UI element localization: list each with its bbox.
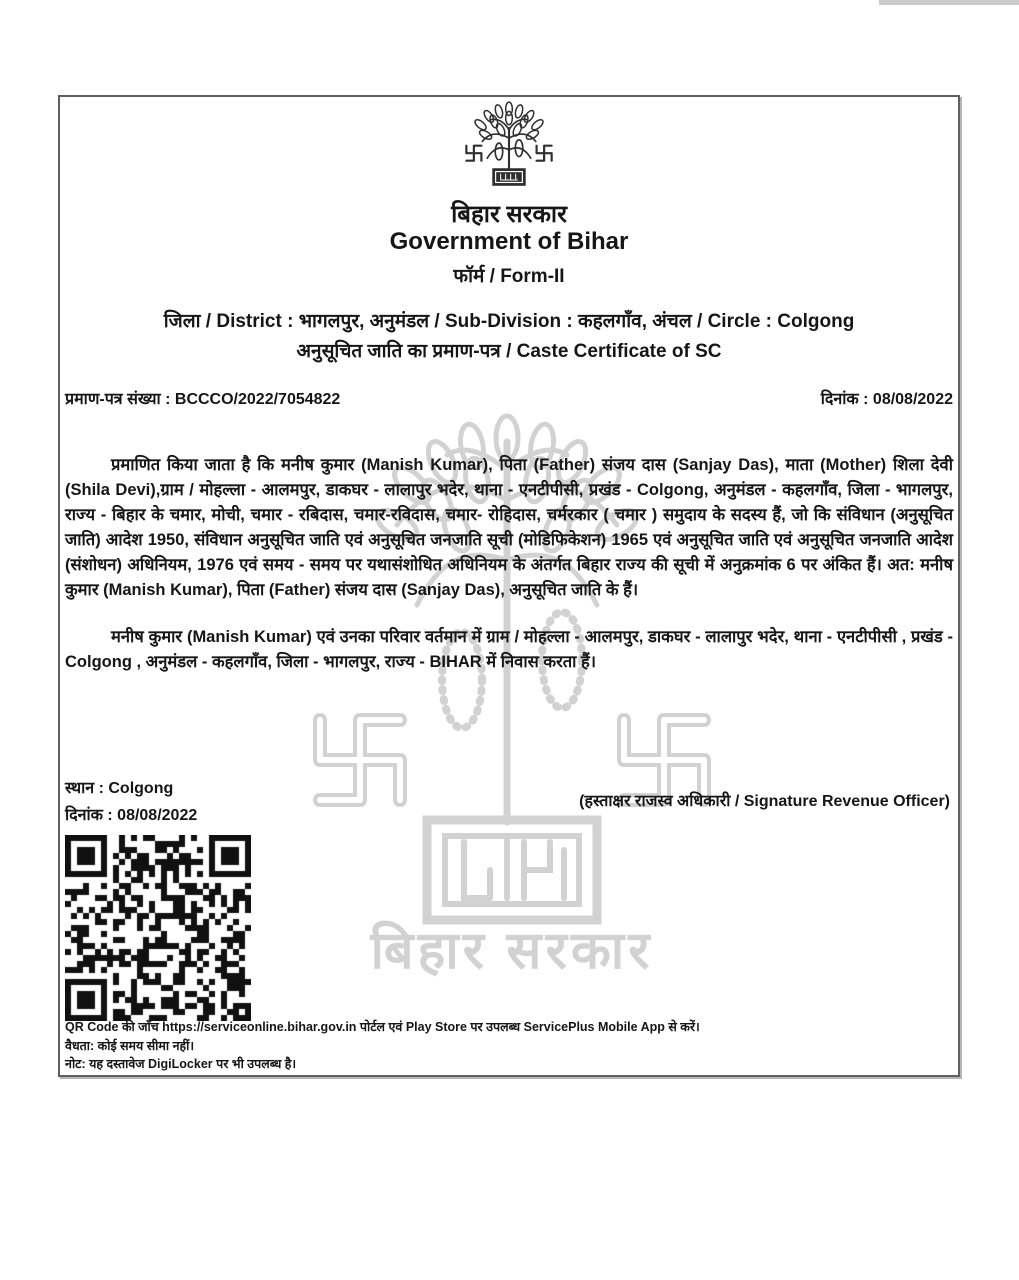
qr-code: [65, 835, 251, 1021]
certificate-content: [60, 97, 958, 1075]
header-emblem: [60, 103, 958, 200]
issue-place: स्थान : Colgong: [65, 780, 174, 797]
footer-note-validity: वैधता: कोई समय सीमा नहीं।: [65, 1038, 195, 1053]
body-paragraph-1: प्रमाणित किया जाता है कि मनीष कुमार (Manish Kumar), पिता (Father) संजय दास (Sanjay Das), माता (Mother) शिला देवी (Shila Devi),ग्राम / मोहल्ला - आलमपुर, डाकघर - लालापुर भदेर, थाना - एनटीपीसी, प्रखंड - Colgong, अनुमंडल - कहलगाँव, जिला - भागलपुर, राज्य - बिहार के चमार, मोची, चमार - रबिदास, चमार-रविदास, चमार- रोहिदास, चर्मरकार ( चमार ) समुदाय के सदस्य हैं, जो कि संविधान (अनुसूचित जाति) आदेश 1950, संविधान अनुसूचित जाति एवं अनुसूचित जनजाति सूची (मोडिफिकेशन) 1965 एवं अनुसूचित जाति एवं अनुसूचित जनजाति आदेश (संशोधन) अधिनियम, 1976 एवं समय - समय पर यथासंशोधित अधिनियम के अंतर्गत बिहार राज्य की सूची में अनुक्रमांक 6 पर अंकित हैं। अत: मनीष कुमार (Manish Kumar), पिता (Father) संजय दास (Sanjay Das), अनुसूचित जाति के हैं।: [65, 456, 953, 599]
certificate-title: अनुसूचित जाति का प्रमाण-पत्र / Caste Certificate of SC: [296, 341, 722, 362]
scan-artifact: [879, 0, 1019, 5]
org-name-english: Government of Bihar: [389, 228, 629, 255]
body-paragraph-2: मनीष कुमार (Manish Kumar) एवं उनका परिवार वर्तमान में ग्राम / मोहल्ला - आलमपुर, डाकघर - लालापुर भदेर, थाना - एनटीपीसी , प्रखंड - Colgong , अनुमंडल - कहलगाँव, जिला - भागलपुर, राज्य - BIHAR में निवास करता हैं।: [65, 628, 953, 671]
district-line: जिला / District : भागलपुर, अनुमंडल / Sub-Division : कहलगाँव, अंचल / Circle : Colgong: [163, 311, 855, 332]
meta-row: [65, 387, 953, 409]
issue-date-top: दिनांक : 08/08/2022: [820, 391, 953, 408]
bihar-emblem-icon: [448, 103, 570, 195]
issue-date: दिनांक : 08/08/2022: [65, 807, 198, 824]
certificate-number: प्रमाण-पत्र संख्या : BCCCO/2022/7054822: [65, 391, 341, 408]
footer-note-digilocker: नोट: यह दस्तावेज DigiLocker पर भी उपलब्ध है।: [65, 1057, 297, 1071]
footer-notes: [65, 1018, 700, 1074]
issue-place-block: [65, 775, 197, 829]
certificate-frame: [58, 95, 960, 1077]
signature-line: (हस्ताक्षर राजस्व अधिकारी / Signature Revenue Officer): [579, 793, 950, 810]
org-name-hindi: बिहार सरकार: [451, 201, 567, 228]
watermark-text: बिहार सरकार: [370, 922, 654, 980]
footer-note-qr: QR Code की जाँच https://serviceonline.bihar.gov.in पोर्टल एवं Play Store पर उपलब्ध ServicePlus Mobile App से करें।: [65, 1020, 700, 1034]
form-title: फॉर्म / Form-II: [453, 266, 565, 287]
